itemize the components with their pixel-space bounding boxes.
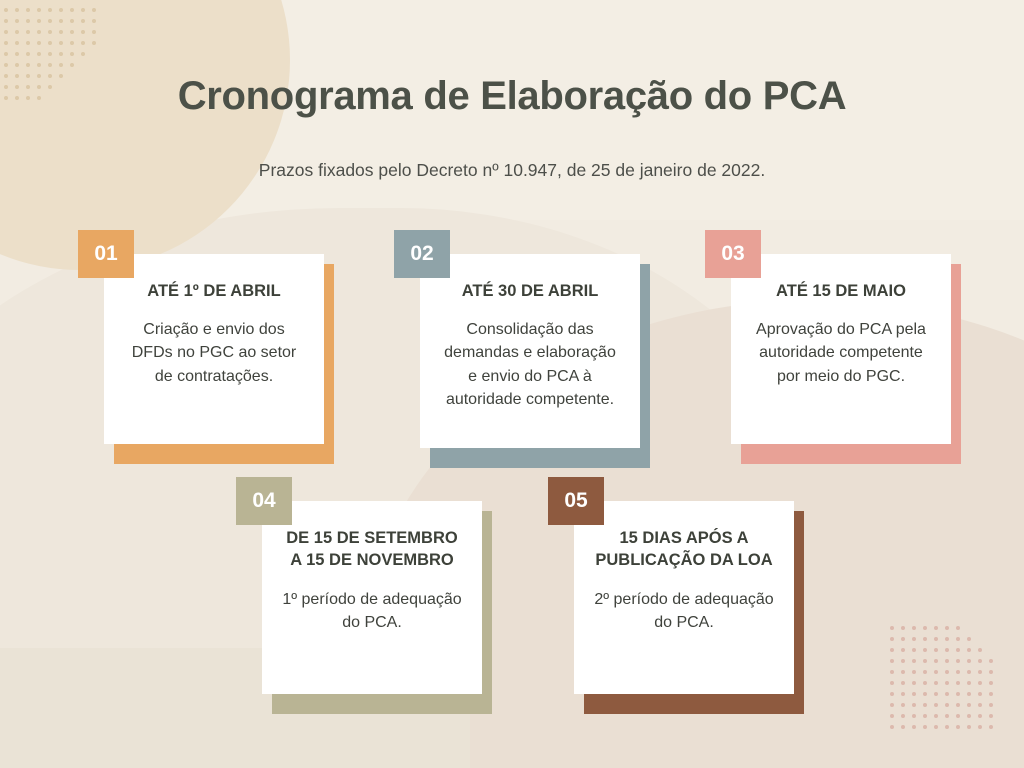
step-card-01-title: ATÉ 1º DE ABRIL bbox=[147, 282, 281, 300]
step-card-03-body: Aprovação do PCA pela autoridade competente por meio do PGC. bbox=[756, 321, 926, 385]
step-card-02-panel bbox=[420, 254, 640, 448]
step-card-03-panel bbox=[731, 254, 951, 444]
step-card-04-body: 1º período de adequação do PCA. bbox=[282, 590, 462, 631]
decorative-dots-bottom-right bbox=[890, 626, 1002, 738]
step-card-04-title: DE 15 DE SETEMBRO A 15 DE NOVEMBRO bbox=[286, 529, 458, 570]
step-card-05-panel bbox=[574, 501, 794, 694]
step-card-02-body: Consolidação das demandas e elaboração e envio do PCA à autoridade competente. bbox=[444, 321, 616, 408]
step-card-04-number-badge: 04 bbox=[236, 477, 292, 525]
step-card-03-number-badge: 03 bbox=[705, 230, 761, 278]
step-card-04-panel bbox=[262, 501, 482, 694]
step-card-01-body: Criação e envio dos DFDs no PGC ao setor de contratações. bbox=[131, 321, 297, 385]
step-card-01-number-badge: 01 bbox=[78, 230, 134, 278]
page-subtitle: Prazos fixados pelo Decreto nº 10.947, de 25 de janeiro de 2022. bbox=[258, 160, 766, 180]
step-card-05-body: 2º período de adequação do PCA. bbox=[594, 590, 774, 631]
step-card-02-title: ATÉ 30 DE ABRIL bbox=[461, 282, 599, 300]
step-card-02-number-badge: 02 bbox=[394, 230, 450, 278]
step-card-01-panel bbox=[104, 254, 324, 444]
page-title: Cronograma de Elaboração do PCA bbox=[177, 74, 847, 118]
step-card-05-number-badge: 05 bbox=[548, 477, 604, 525]
step-card-05-title: 15 DIAS APÓS A PUBLICAÇÃO DA LOA bbox=[595, 529, 773, 570]
step-card-03-title: ATÉ 15 DE MAIO bbox=[776, 282, 906, 300]
